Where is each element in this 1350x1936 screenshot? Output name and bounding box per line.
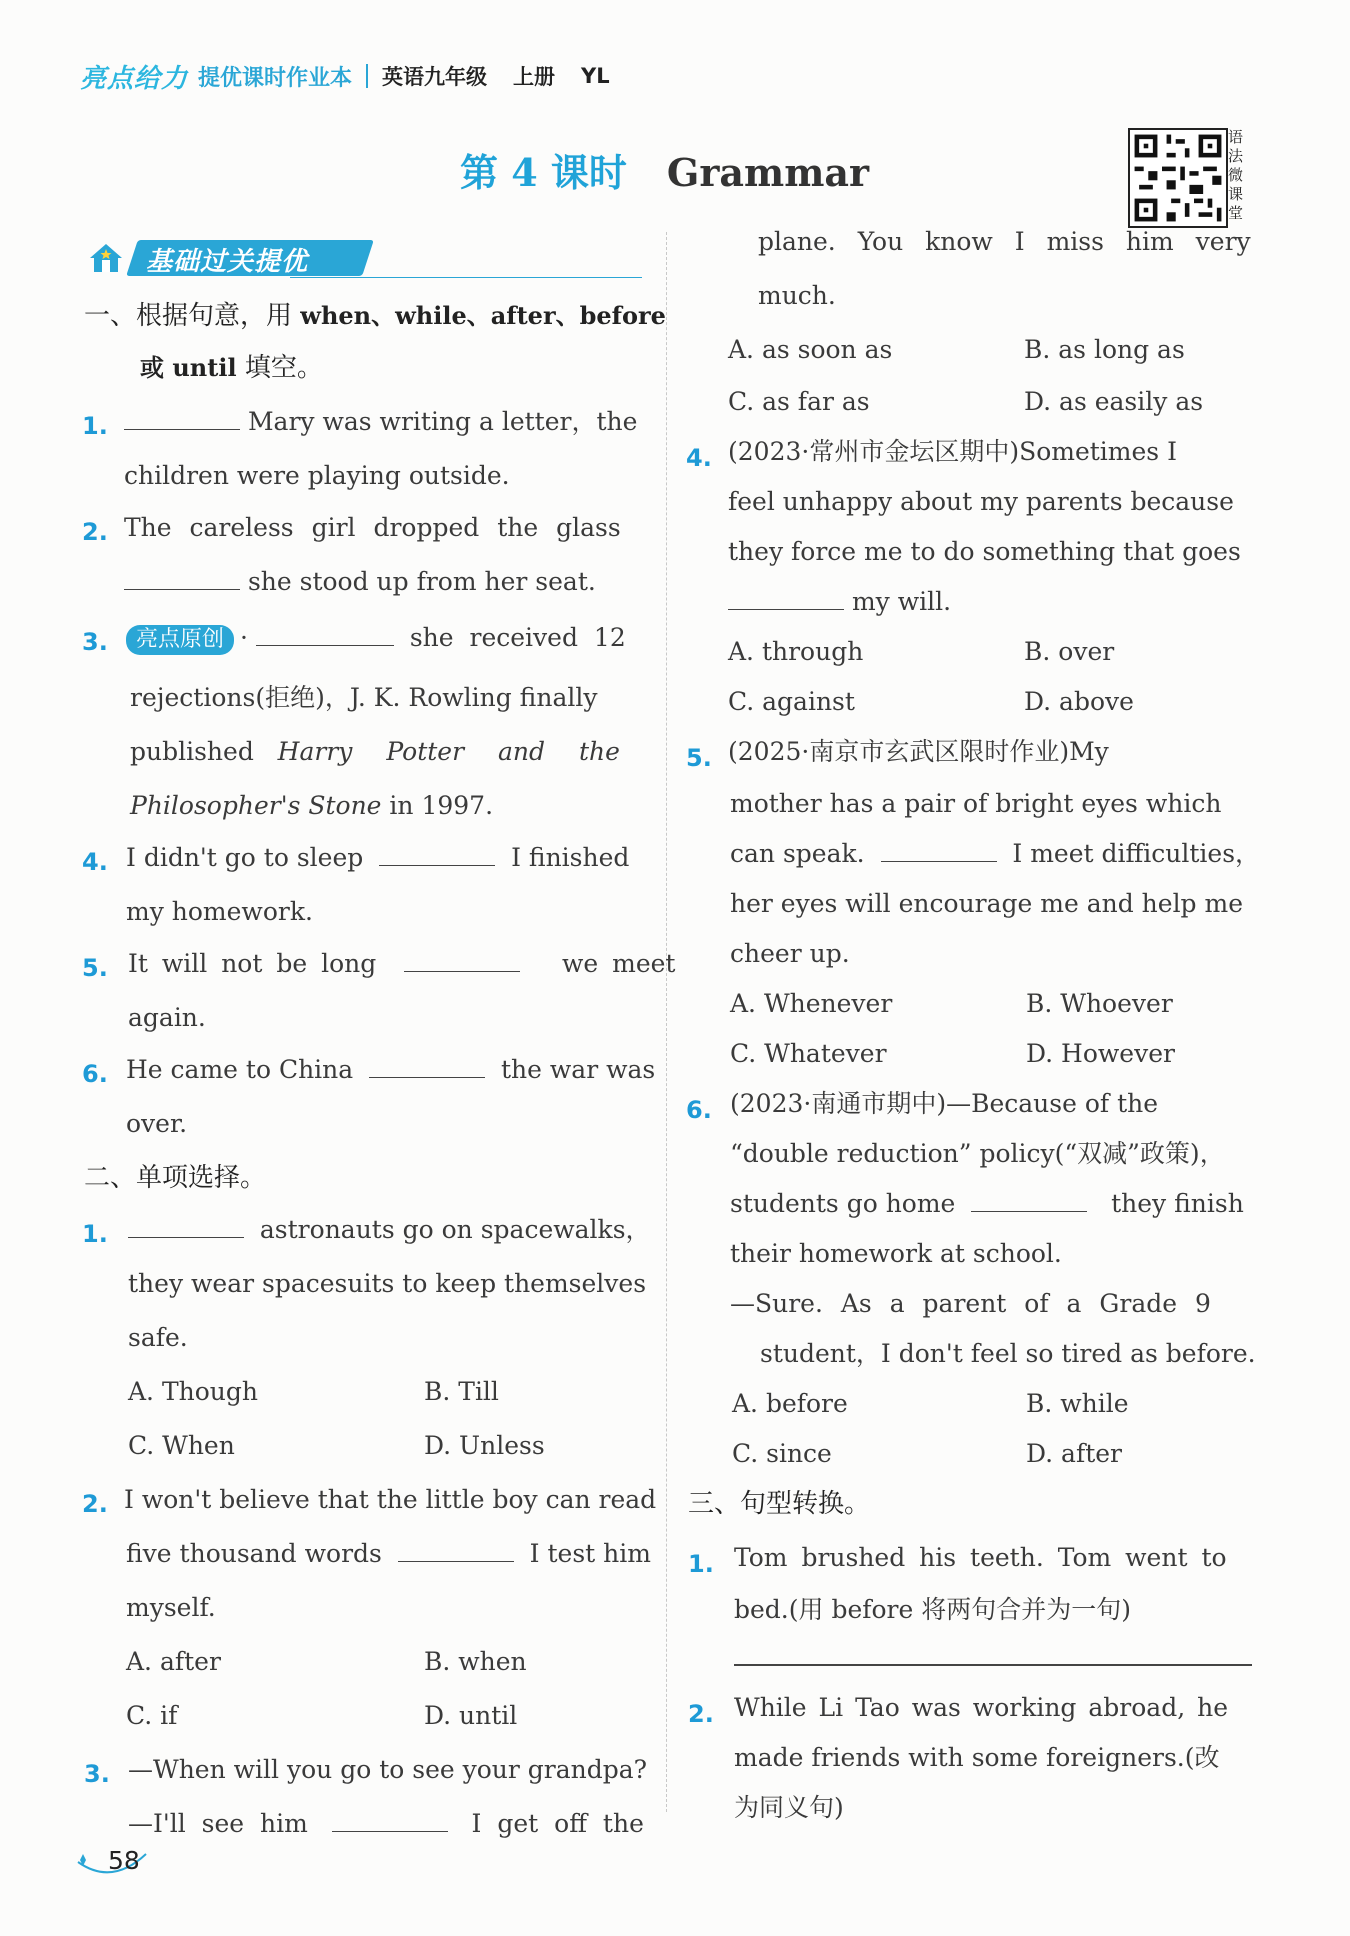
option-b[interactable]: B. when <box>424 1647 527 1676</box>
option-c[interactable]: C. against <box>728 687 855 716</box>
answer-blank[interactable] <box>971 1189 1087 1212</box>
question-number: 6. <box>686 1096 712 1124</box>
subject-grade: 英语九年级 <box>382 65 488 89</box>
original-tag: 亮点原创 <box>126 625 234 655</box>
question-text: While Li Tao was working abroad, he <box>734 1693 1228 1722</box>
option-a[interactable]: A. as soon as <box>728 335 893 364</box>
question-text: cheer up. <box>730 939 850 968</box>
question-text: my homework. <box>126 897 313 926</box>
question-text: they force me to do something that goes <box>728 537 1241 566</box>
question-text: published Harry Potter and the <box>130 737 620 766</box>
option-b[interactable]: B. Till <box>424 1377 499 1406</box>
question-text: her eyes will encourage me and help me <box>730 889 1244 918</box>
answer-blank[interactable] <box>881 839 997 862</box>
question-text: —Sure. As a parent of a Grade 9 <box>730 1289 1211 1318</box>
question-text: 为同义句) <box>734 1793 844 1822</box>
option-b[interactable]: B. while <box>1026 1389 1129 1418</box>
question-text: again. <box>128 1003 206 1032</box>
question-text: can speak. I meet difficulties， <box>730 839 1261 868</box>
option-d[interactable]: D. until <box>424 1701 518 1730</box>
volume: 上册 <box>513 65 556 89</box>
question-number: 1. <box>688 1550 714 1578</box>
answer-blank[interactable] <box>404 949 520 972</box>
question-text: children were playing outside. <box>124 461 510 490</box>
answer-blank[interactable] <box>369 1055 485 1078</box>
question-number: 4. <box>686 444 712 472</box>
option-d[interactable]: D. as easily as <box>1024 387 1204 416</box>
answer-blank[interactable] <box>124 407 240 430</box>
option-b[interactable]: B. Whoever <box>1026 989 1173 1018</box>
option-c[interactable]: C. Whatever <box>730 1039 887 1068</box>
option-c[interactable]: C. if <box>126 1701 178 1730</box>
question-text: student，I don't feel so tired as before. <box>760 1339 1256 1368</box>
question-text: It will not be long we meet <box>128 949 676 978</box>
question-number: 5. <box>82 954 108 982</box>
lesson-name: Grammar <box>666 150 870 195</box>
qr-caption: 语法微课堂 <box>1228 128 1244 222</box>
lesson-title <box>460 142 869 197</box>
answer-line[interactable] <box>734 1664 1252 1666</box>
question-text: Mary was writing a letter，the <box>124 406 637 438</box>
lesson-number: 第 4 课时 <box>460 150 627 195</box>
column-divider <box>666 232 667 1812</box>
question-text: (2023·常州市金坛区期中)Sometimes I <box>728 437 1177 466</box>
question-text: astronauts go on spacewalks， <box>128 1214 651 1246</box>
question-text: feel unhappy about my parents because <box>728 487 1234 516</box>
question-text: I didn't go to sleep I finished <box>126 843 630 872</box>
question-number: 2. <box>688 1700 714 1728</box>
answer-blank[interactable] <box>379 843 495 866</box>
question-text: safe. <box>128 1323 188 1352</box>
option-a[interactable]: A. Whenever <box>730 989 893 1018</box>
question-number: 1. <box>82 412 108 440</box>
page-number: 58 <box>108 1846 140 1875</box>
question-text: my will. <box>728 586 951 618</box>
option-d[interactable]: D. However <box>1026 1039 1175 1068</box>
question-text: bed.(用 before 将两句合并为一句) <box>734 1595 1131 1624</box>
question-number: 2. <box>82 518 108 546</box>
question-text: made friends with some foreigners.(改 <box>734 1743 1220 1772</box>
option-d[interactable]: D. Unless <box>424 1431 545 1460</box>
question-text: they wear spacesuits to keep themselves <box>128 1269 647 1298</box>
part1-heading-cont: 或 until 填空。 <box>140 353 323 383</box>
part3-heading: 三、句型转换。 <box>688 1489 871 1519</box>
question-text: their homework at school. <box>730 1239 1062 1268</box>
option-c[interactable]: C. as far as <box>728 387 870 416</box>
option-a[interactable]: A. Though <box>128 1377 258 1406</box>
option-b[interactable]: B. over <box>1024 637 1115 666</box>
option-b[interactable]: B. as long as <box>1024 335 1185 364</box>
house-icon <box>86 238 126 278</box>
option-a[interactable]: A. after <box>126 1647 221 1676</box>
question-text: (2023·南通市期中)—Because of the <box>730 1089 1159 1118</box>
banner-label: 基础过关提优 <box>146 247 309 277</box>
option-d[interactable]: D. after <box>1026 1439 1122 1468</box>
option-c[interactable]: C. When <box>128 1431 235 1460</box>
question-text: 亮点原创 · she received 12 <box>126 622 626 655</box>
answer-blank[interactable] <box>128 1215 244 1238</box>
question-text: The careless girl dropped the glass <box>124 513 621 542</box>
question-text: students go home they finish <box>730 1189 1244 1218</box>
banner-rule <box>290 277 642 278</box>
question-number: 5. <box>686 744 712 772</box>
answer-blank[interactable] <box>256 623 394 646</box>
question-text: five thousand words I test him <box>126 1539 651 1568</box>
question-text: myself. <box>126 1593 216 1622</box>
question-text: she stood up from her seat. <box>124 566 596 598</box>
part2-heading: 二、单项选择。 <box>84 1163 267 1193</box>
question-text: rejections(拒绝)，J. K. Rowling finally <box>130 683 598 712</box>
part1-heading: 一、根据句意，用 when、while、after、before <box>84 301 666 331</box>
question-number: 3. <box>82 628 108 656</box>
answer-blank[interactable] <box>728 587 844 610</box>
question-text: much. <box>758 281 836 310</box>
question-number: 6. <box>82 1060 108 1088</box>
question-number: 1. <box>82 1220 108 1248</box>
answer-blank[interactable] <box>398 1539 514 1562</box>
question-text: “double reduction” policy(“双减”政策)， <box>730 1139 1225 1168</box>
brand-logo: 亮点给力 <box>80 63 189 94</box>
running-header <box>80 56 636 96</box>
question-text: Philosopher's Stone in 1997. <box>130 791 494 820</box>
question-text: —I'll see him I get off the <box>128 1809 644 1838</box>
edition: YL <box>581 64 610 88</box>
option-a[interactable]: A. before <box>732 1389 848 1418</box>
question-number: 4. <box>82 848 108 876</box>
qr-code-icon[interactable] <box>1128 128 1228 228</box>
question-text: mother has a pair of bright eyes which <box>730 789 1222 818</box>
answer-blank[interactable] <box>332 1809 448 1832</box>
series-name: 提优课时作业本 <box>198 65 353 91</box>
question-number: 2. <box>82 1490 108 1518</box>
question-text: Tom brushed his teeth. Tom went to <box>734 1543 1227 1572</box>
option-d[interactable]: D. above <box>1024 687 1134 716</box>
section-banner <box>86 238 376 278</box>
header-divider <box>366 64 368 88</box>
question-text: —When will you go to see your grandpa? <box>128 1755 648 1784</box>
question-text: He came to China the war was <box>126 1055 656 1084</box>
option-c[interactable]: C. since <box>732 1439 832 1468</box>
question-text: plane. You know I miss him very <box>758 227 1251 256</box>
answer-blank[interactable] <box>124 567 240 590</box>
question-number: 3. <box>84 1760 110 1788</box>
question-text: over. <box>126 1109 188 1138</box>
option-a[interactable]: A. through <box>728 637 864 666</box>
question-text: (2025·南京市玄武区限时作业)My <box>728 737 1109 766</box>
question-text: I won't believe that the little boy can read <box>124 1485 657 1514</box>
